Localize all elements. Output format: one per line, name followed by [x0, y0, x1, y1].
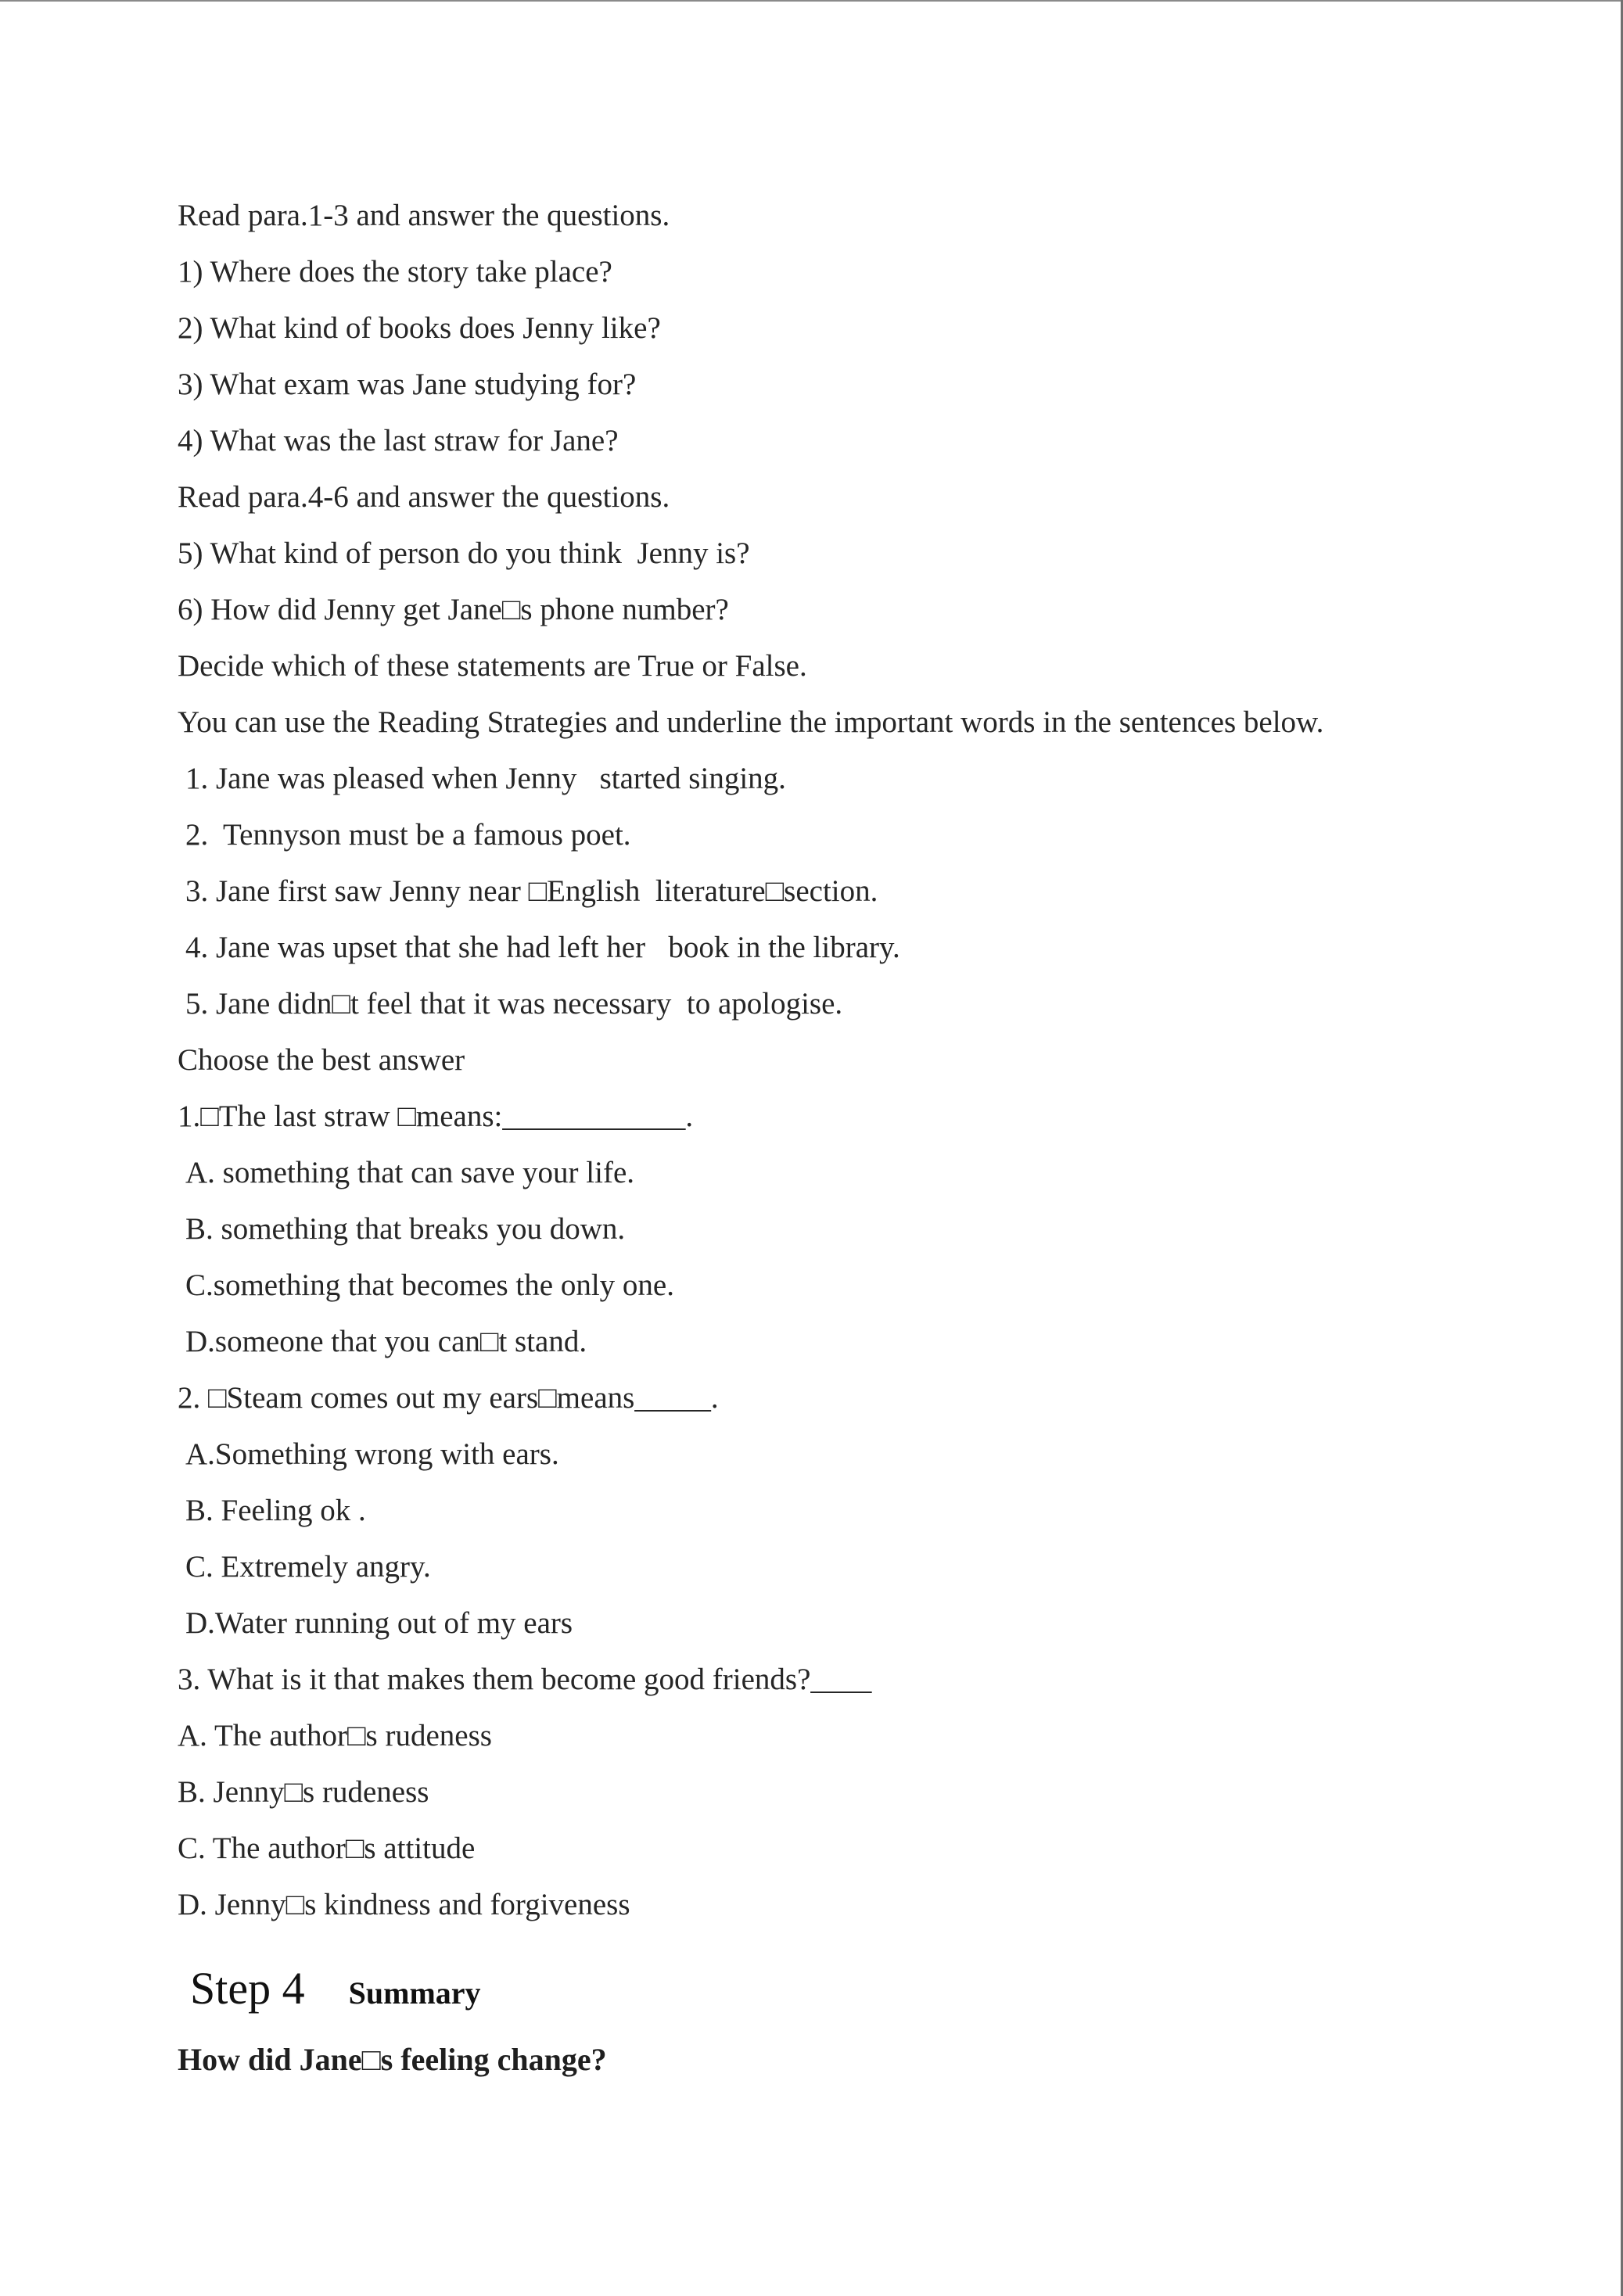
- statement-3: 3. Jane first saw Jenny near □English literature□section.: [185, 874, 878, 908]
- reading-strategies-hint: You can use the Reading Strategies and underline the important words in the sentences below.: [178, 705, 1324, 739]
- question-5: 5) What kind of person do you think Jenny is?: [178, 536, 750, 570]
- question-3: 3) What exam was Jane studying for?: [178, 368, 637, 401]
- mc-question-3: 3. What is it that makes them become good friends?____: [178, 1663, 872, 1696]
- mc-q1-option-c: C.something that becomes the only one.: [185, 1268, 674, 1302]
- mc-q2-option-c: C. Extremely angry.: [185, 1550, 431, 1584]
- step-heading: [178, 1947, 481, 2030]
- question-2: 2) What kind of books does Jenny like?: [178, 311, 661, 345]
- mc-q3-option-a: A. The author□s rudeness: [178, 1719, 492, 1752]
- mc-question-2: 2. □Steam comes out my ears□means_____.: [178, 1381, 719, 1415]
- question-4: 4) What was the last straw for Jane?: [178, 424, 619, 457]
- question-6: 6) How did Jenny get Jane□s phone number?: [178, 593, 729, 626]
- mc-q1-option-b: B. something that breaks you down.: [185, 1212, 626, 1246]
- reading-instruction-1: Read para.1-3 and answer the questions.: [178, 199, 670, 232]
- statement-4: 4. Jane was upset that she had left her book in the library.: [185, 931, 900, 964]
- step-number: Step 4: [190, 1963, 305, 2014]
- multiple-choice-instruction: Choose the best answer: [178, 1043, 465, 1077]
- statement-2: 2. Tennyson must be a famous poet.: [185, 818, 631, 852]
- question-1: 1) Where does the story take place?: [178, 255, 612, 289]
- statement-1: 1. Jane was pleased when Jenny started singing.: [185, 762, 786, 795]
- mc-q2-option-d: D.Water running out of my ears: [185, 1606, 573, 1640]
- mc-q2-option-a: A.Something wrong with ears.: [185, 1437, 559, 1471]
- mc-q1-option-d: D.someone that you can□t stand.: [185, 1325, 587, 1358]
- mc-q3-option-c: C. The author□s attitude: [178, 1831, 476, 1865]
- statement-5: 5. Jane didn□t feel that it was necessary to apologise.: [185, 987, 843, 1021]
- step-label: Summary: [348, 1975, 481, 2011]
- true-false-instruction: Decide which of these statements are True or False.: [178, 649, 807, 683]
- mc-q1-option-a: A. something that can save your life.: [185, 1156, 635, 1189]
- summary-question: How did Jane□s feeling change?: [178, 2042, 607, 2077]
- mc-q3-option-d: D. Jenny□s kindness and forgiveness: [178, 1888, 630, 1921]
- mc-q3-option-b: B. Jenny□s rudeness: [178, 1775, 429, 1809]
- reading-instruction-2: Read para.4-6 and answer the questions.: [178, 480, 670, 514]
- mc-question-1: 1.□The last straw □means:____________.: [178, 1100, 694, 1133]
- mc-q2-option-b: B. Feeling ok .: [185, 1494, 366, 1527]
